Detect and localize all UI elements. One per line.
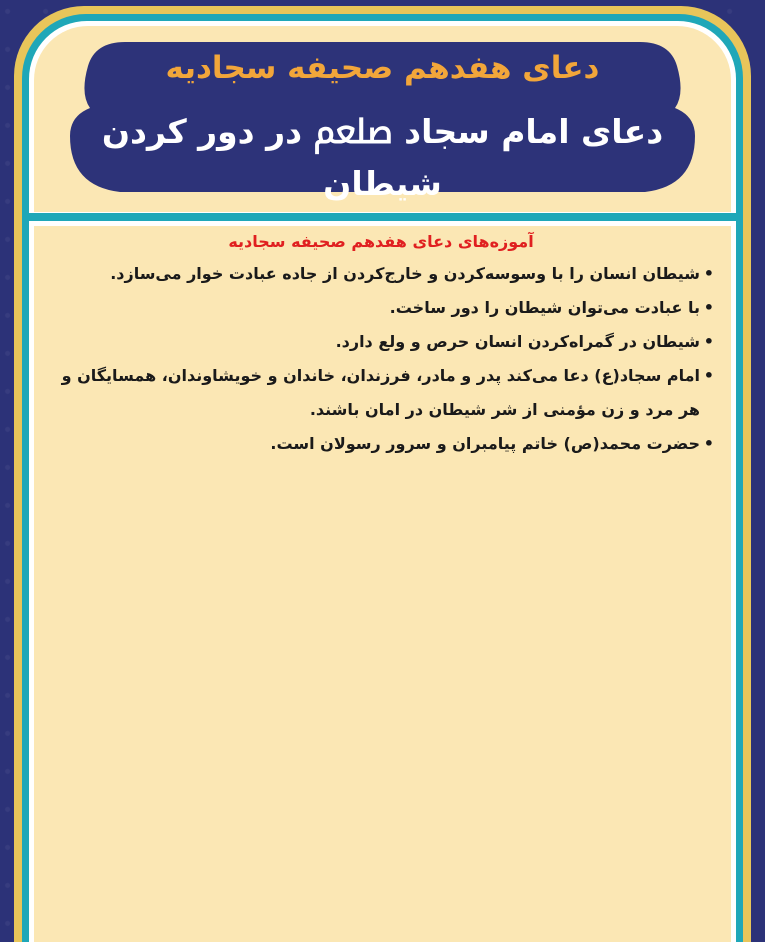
header-divider	[29, 213, 736, 221]
teachings-list	[48, 257, 714, 461]
list-item-text: حضرت محمد(ص) خاتم پیامبران و سرور رسولان است.	[270, 434, 700, 453]
bullet-icon: •	[703, 434, 714, 453]
title-badge	[65, 36, 700, 203]
content-area	[48, 232, 714, 461]
list-item-text: شیطان انسان را با وسوسه‌کردن و خارج‌کردن از جاده عبادت خوار می‌سازد.	[110, 264, 700, 283]
list-item-text: شیطان در گمراه‌کردن انسان حرص و ولع دارد.	[335, 332, 700, 351]
bullet-icon: •	[703, 366, 714, 385]
section-heading: آموزه‌های دعای هفدهم صحیفه سجادیه	[228, 232, 534, 251]
list-item-text: با عبادت می‌توان شیطان را دور ساخت.	[389, 298, 700, 317]
list-item	[48, 291, 714, 325]
list-item	[48, 325, 714, 359]
list-item	[48, 257, 714, 291]
bullet-icon: •	[703, 264, 714, 283]
list-item	[48, 427, 714, 461]
title-line-2: دعای امام سجاد ﷵ در دور کردن شیطان	[101, 112, 664, 203]
bullet-icon: •	[703, 332, 714, 351]
list-item-text: امام سجاد(ع) دعا می‌کند پدر و مادر، فرزندان، خاندان و خویشاوندان، همسایگان و هر مرد و زن مؤمنی از شر شیطان در امان باشند.	[61, 366, 700, 419]
title-line-1: دعای هفدهم صحیفه سجادیه	[165, 50, 600, 86]
list-item	[48, 359, 714, 427]
bullet-icon: •	[703, 298, 714, 317]
